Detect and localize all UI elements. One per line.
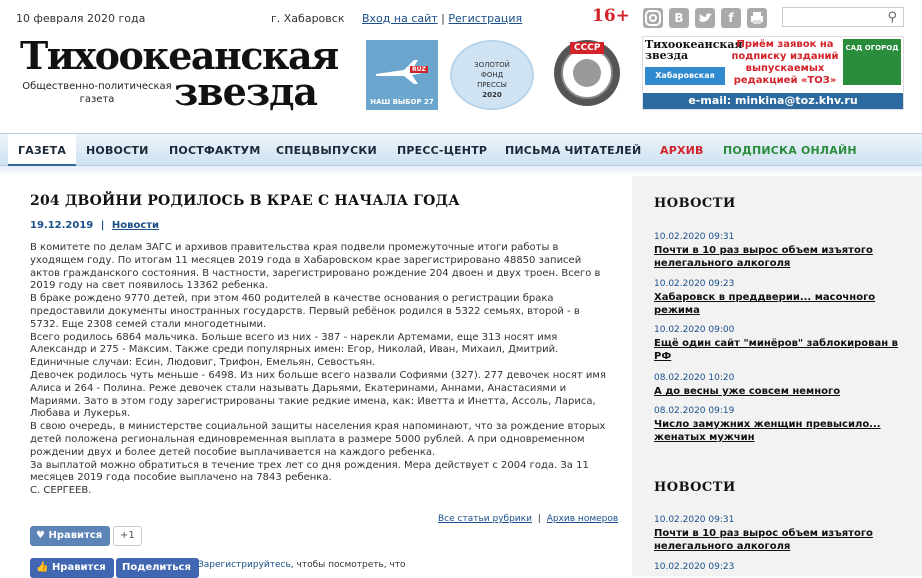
like-button-label: Нравится	[48, 530, 103, 541]
article-paragraph: Всего родилось 6864 мальчика. Больше всего из них - 387 - нарекли Артемами, еще 313 носят имя Александр и 275 - Максим. Также среди популярных имен: Егор, Николай, Иван, Михаил, Дмитрий. Единичные случаи: Есин, Людовиг, Трифон, Емельян, Севостьян.	[30, 331, 559, 369]
fb-register-rest: , чтобы посмотреть, что	[290, 560, 406, 570]
article-body	[30, 242, 610, 498]
banner-garden: САД ОГОРОД	[843, 39, 901, 85]
auth-links	[362, 12, 522, 25]
article-author: С. СЕРГЕЕВ.	[30, 485, 92, 497]
sidebar-heading-news: НОВОСТИ	[654, 196, 736, 211]
article-paragraph: В свою очередь, в министерстве социальной защиты населения края напоминают, что за рождение вторых детей положена региональная единовременная выплата в размере 5000 рублей. А при одновременном рождении двух и более детей пособие выплачивается на каждого ребенка.	[30, 421, 606, 458]
news-date: 10.02.2020 09:23	[654, 562, 735, 572]
article-title: 204 ДВОЙНИ РОДИЛОСЬ В КРАЕ С НАЧАЛА ГОДА	[30, 193, 460, 209]
login-link[interactable]: Вход на сайт	[362, 12, 438, 25]
news-date: 08.02.2020 10:20	[654, 373, 735, 383]
ussr-label: СССР	[574, 43, 601, 53]
article-meta	[30, 220, 159, 231]
city-label: г. Хабаровск	[271, 12, 345, 25]
links-separator: |	[537, 514, 541, 524]
article-paragraph: В комитете по делам ЗАГС и архивов правительства края подвели промежуточные итоги работы в уходящем году. По итогам 11 месяцев 2019 года в Хабаровском крае зарегистрировано 48850 записей актов гражданского состояния. В частности, зарегистрировано рождение 204 двоен и двух троен. Всего в 2019 году на свет появилось 13362 ребенка.	[30, 242, 601, 292]
banner-email[interactable]: e-mail: minkina@toz.khv.ru	[643, 93, 903, 109]
banner-week: Хабаровская	[645, 67, 725, 85]
fb-share-button[interactable]	[116, 558, 199, 578]
heart-icon: ♥	[36, 530, 45, 541]
news-item-link[interactable]: Почти в 10 раз вырос объем изъятого нелегального алкоголя	[654, 245, 873, 269]
meta-separator: |	[100, 220, 105, 231]
article-footer-links	[438, 514, 618, 524]
nav-item-archive[interactable]: АРХИВ	[660, 144, 704, 157]
search-icon[interactable]: ⚲	[887, 10, 897, 25]
article-paragraph: В браке рождено 9770 детей, при этом 460 родителей в качестве основания о регистрации брака предоставили документы иностранных государств. Первый ребёнок родился в 5322 семьях, второй - в 5732. Еще 2308 семей стали многодетными.	[30, 293, 580, 330]
nav-item-press-center[interactable]: ПРЕСС-ЦЕНТР	[397, 144, 488, 157]
fb-register-note	[198, 560, 406, 570]
issues-archive-link[interactable]: Архив номеров	[546, 514, 619, 524]
news-item-link[interactable]: Число замужних женщин превысило... женатых мужчин	[654, 419, 881, 443]
sidebar-heading-news-2: НОВОСТИ	[654, 480, 736, 495]
banner-our-choice[interactable]	[366, 40, 438, 110]
twitter-icon[interactable]	[695, 8, 715, 28]
age-rating: 16+	[592, 6, 630, 26]
news-item-link[interactable]: А до весны уже совсем немного	[654, 386, 841, 397]
news-date: 10.02.2020 09:31	[654, 232, 735, 242]
news-date: 10.02.2020 09:23	[654, 279, 735, 289]
news-date: 10.02.2020 09:31	[654, 515, 735, 525]
news-item-link[interactable]: Ещё один сайт "минёров" заблокирован в РФ	[654, 338, 898, 362]
article-rubric-link[interactable]: Новости	[111, 220, 160, 231]
facebook-icon[interactable]: f	[721, 8, 741, 28]
news-item-link[interactable]: Почти в 10 раз вырос объем изъятого нелегального алкоголя	[654, 528, 873, 552]
golden-fund-line: ПРЕССЫ	[477, 81, 507, 89]
news-item-link[interactable]: Хабаровск в преддверии... масочного режима	[654, 292, 876, 316]
nav-item-letters[interactable]: ПИСЬМА ЧИТАТЕЛЕЙ	[505, 144, 642, 157]
all-rubric-articles-link[interactable]: Все статьи рубрики	[438, 514, 532, 524]
thumbs-up-icon: 👍	[36, 562, 49, 573]
golden-fund-year: 2020	[482, 91, 502, 99]
banner-ussr-order[interactable]	[548, 36, 626, 110]
vk-icon[interactable]: В	[669, 8, 689, 28]
golden-fund-line: ФОНД	[480, 71, 504, 79]
current-date: 10 февраля 2020 года	[16, 12, 146, 25]
news-date: 08.02.2020 09:19	[654, 406, 735, 416]
logo-line2[interactable]: звезда	[174, 69, 318, 114]
fb-register-link[interactable]: Зарегистрируйтесь	[198, 560, 291, 570]
nav-item-novosti[interactable]: НОВОСТИ	[86, 144, 149, 157]
logo-subtitle: Общественно-политическая газета	[22, 81, 172, 105]
nav-item-gazeta[interactable]: ГАЗЕТА	[8, 134, 76, 167]
instagram-icon[interactable]	[643, 8, 663, 28]
search-box[interactable]	[782, 7, 904, 27]
article-paragraph: За выплатой можно обратиться в течение трех лет со дня рождения. Мера действует с 2004 года. За 11 месяцев 2019 года пособие выплачено на 7843 ребенка.	[30, 459, 589, 484]
fb-like-button[interactable]	[30, 558, 114, 578]
register-link[interactable]: Регистрация	[448, 12, 523, 25]
print-icon[interactable]	[747, 8, 767, 28]
article-paragraph: Девочек родилось чуть меньше - 6498. Из них больше всего назвали Софиями (327). 277 девочек носят имя Алиса и 264 - Полина. Реже девочек стали называть Дарьями, Екатеринами, Аннами, Анастасиями и Мариями. Зато в этом году зарегистрированы такие редкие имена, как: Иветта и Инетта, Ассоль, Лариса, Любава и Лукерья.	[30, 369, 606, 420]
banner-golden-fund[interactable]	[450, 40, 534, 110]
golden-fund-line: ЗОЛОТОЙ	[474, 61, 510, 69]
news-date: 10.02.2020 09:00	[654, 325, 735, 335]
main-nav	[0, 133, 922, 166]
auth-separator: |	[441, 12, 445, 25]
banner-promo: Приём заявок на подписку изданий выпускаемых редакцией «ТОЗ»	[731, 39, 839, 86]
nav-item-postfactum[interactable]: ПОСТФАКТУМ	[169, 144, 261, 157]
banner-logo: Тихоокеанская звезда	[645, 38, 743, 62]
banner-caption: НАШ ВЫБОР 27	[370, 98, 434, 106]
nav-shadow	[0, 166, 922, 176]
nav-item-specvypuski[interactable]: СПЕЦВЫПУСКИ	[276, 144, 377, 157]
top-bar	[0, 0, 922, 32]
fb-share-label: Поделиться	[122, 562, 191, 573]
search-input[interactable]	[787, 8, 883, 26]
banner-badge: RUZ	[412, 66, 426, 73]
banner-subscription[interactable]	[642, 36, 904, 110]
fb-like-label: Нравится	[51, 562, 106, 573]
like-button[interactable]	[30, 526, 110, 546]
like-count: +1	[113, 526, 142, 546]
article-date: 19.12.2019	[30, 220, 94, 231]
logo-line1[interactable]: Тихоокеанская	[20, 33, 338, 78]
nav-item-subscribe-online[interactable]: ПОДПИСКА ОНЛАЙН	[723, 144, 857, 157]
